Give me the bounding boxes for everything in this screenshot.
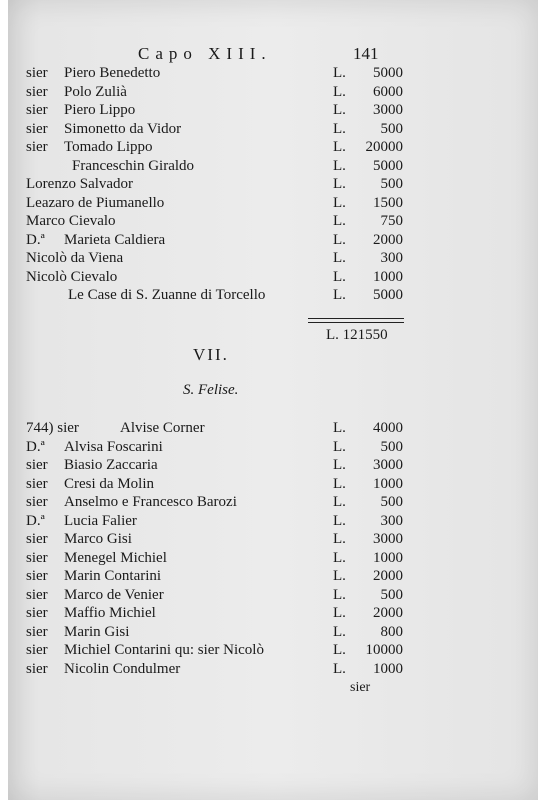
currency-mark: L. [333, 176, 346, 192]
entry-amount: 1000 [373, 268, 403, 285]
entry-prefix: sier [26, 623, 48, 640]
parish-heading: S. Felise. [183, 382, 239, 398]
ledger-row [8, 512, 538, 531]
entry-name: Menegel Michiel [64, 549, 167, 566]
entry-amount: 5000 [373, 157, 403, 174]
entry-prefix: sier [26, 475, 48, 492]
entry-prefix: sier [26, 549, 48, 566]
group-total: L. 121550 [326, 327, 388, 343]
currency-mark: L. [333, 83, 346, 100]
ledger-row [8, 586, 538, 605]
entry-amount: 500 [380, 494, 403, 510]
currency-mark: L. [333, 157, 346, 174]
ledger-row [8, 249, 538, 268]
entry-amount: 300 [380, 250, 403, 266]
entry-amount: 300 [380, 512, 403, 529]
entry-name: Marin Contarini [64, 568, 162, 584]
ledger-row [8, 157, 538, 176]
entry-amount: 500 [380, 176, 403, 192]
currency-mark: L. [333, 194, 346, 211]
currency-mark: L. [333, 605, 346, 621]
ledger-row [8, 101, 538, 120]
ledger-row [8, 530, 538, 549]
currency-mark: L. [333, 139, 346, 155]
entry-prefix: sier [26, 139, 48, 155]
entry-amount: 1500 [373, 194, 403, 211]
currency-mark: L. [333, 642, 346, 658]
entry-prefix: sier [26, 531, 48, 547]
entry-prefix: sier [26, 494, 48, 510]
ledger-row [8, 212, 538, 231]
entry-name: Maffio Michiel [64, 605, 156, 621]
total-rule-bottom [308, 322, 404, 323]
entry-name: Lorenzo Salvador [26, 176, 134, 192]
entry-amount: 4000 [373, 420, 403, 436]
entry-amount: 500 [380, 438, 403, 455]
currency-mark: L. [333, 438, 346, 455]
entry-amount: 2000 [373, 605, 403, 621]
currency-mark: L. [333, 568, 346, 584]
currency-mark: L. [333, 549, 346, 566]
ledger-row [8, 456, 538, 475]
entry-amount: 10000 [365, 642, 403, 658]
entry-amount: 1000 [373, 549, 403, 566]
entry-prefix: sier [26, 65, 48, 81]
page-number: 141 [353, 44, 379, 63]
entry-amount: 20000 [365, 139, 403, 155]
entry-name: Leazaro de Piumanello [26, 194, 165, 211]
entry-prefix: sier [26, 120, 48, 137]
entry-name: Nicolò Cievalo [26, 268, 118, 285]
entry-prefix: sier [26, 102, 48, 118]
entry-name: Piero Benedetto [64, 65, 161, 81]
entry-amount: 2000 [373, 568, 403, 584]
currency-mark: L. [333, 512, 346, 529]
ledger-row [8, 493, 538, 512]
entry-amount: 800 [380, 623, 403, 640]
currency-mark: L. [333, 120, 346, 137]
currency-mark: L. [333, 586, 346, 603]
catchword: sier [350, 680, 371, 695]
entry-name: Anselmo e Francesco Barozi [64, 494, 237, 510]
entry-name: Lucia Falier [64, 512, 137, 529]
entry-amount: 3000 [373, 102, 403, 118]
ledger-row [8, 604, 538, 623]
ledger-row [8, 194, 538, 213]
entry-name: Cresi da Molin [64, 475, 154, 492]
entry-name: Polo Zulià [64, 83, 127, 100]
entry-prefix: sier [26, 586, 48, 603]
entry-amount: 2000 [373, 231, 403, 248]
currency-mark: L. [333, 457, 346, 473]
ledger-row [8, 438, 538, 457]
currency-mark: L. [333, 475, 346, 492]
currency-mark: L. [333, 102, 346, 118]
entry-name: Nicolin Condulmer [64, 660, 181, 677]
entry-name: Nicolò da Viena [26, 250, 124, 266]
entry-amount: 1000 [373, 660, 403, 677]
entry-name: Alvisa Foscarini [64, 438, 163, 455]
currency-mark: L. [333, 268, 346, 285]
entry-prefix: 744) sier [26, 420, 79, 436]
entry-name: Piero Lippo [64, 102, 136, 118]
entry-name: Marco Cievalo [26, 213, 116, 229]
entry-amount: 1000 [373, 475, 403, 492]
entry-name: Le Case di S. Zuanne di Torcello [68, 287, 266, 303]
ledger-row [8, 286, 538, 305]
total-rule-top [308, 318, 404, 319]
ledger-row [8, 83, 538, 102]
entry-prefix: D.ª [26, 438, 45, 455]
entry-amount: 500 [380, 586, 403, 603]
currency-mark: L. [333, 231, 346, 248]
ledger-row [8, 641, 538, 660]
entry-name: Marieta Caldiera [64, 231, 166, 248]
entry-prefix: sier [26, 642, 48, 658]
entry-prefix: sier [26, 457, 48, 473]
currency-mark: L. [333, 494, 346, 510]
ledger-row [8, 549, 538, 568]
currency-mark: L. [333, 420, 346, 436]
ledger-row [8, 138, 538, 157]
currency-mark: L. [333, 660, 346, 677]
entry-amount: 3000 [373, 457, 403, 473]
entry-name: Franceschin Giraldo [72, 157, 195, 174]
currency-mark: L. [333, 623, 346, 640]
ledger-row [8, 419, 538, 438]
ledger-row [8, 120, 538, 139]
entry-name: Tomado Lippo [64, 139, 153, 155]
entry-prefix: sier [26, 568, 48, 584]
entry-name: Biasio Zaccaria [64, 457, 158, 473]
entry-prefix: sier [26, 605, 48, 621]
entry-prefix: D.ª [26, 231, 45, 248]
entry-name: Alvise Corner [120, 420, 205, 436]
currency-mark: L. [333, 531, 346, 547]
ledger-row [8, 475, 538, 494]
book-page [8, 0, 538, 800]
entry-amount: 500 [380, 120, 403, 137]
entry-prefix: sier [26, 83, 48, 100]
ledger-row [8, 64, 538, 83]
entry-prefix: D.ª [26, 512, 45, 529]
currency-mark: L. [333, 213, 346, 229]
ledger-row [8, 567, 538, 586]
ledger-row [8, 268, 538, 287]
entry-name: Marco de Venier [64, 586, 164, 603]
section-number: VII. [193, 345, 229, 364]
entry-name: Michiel Contarini qu: sier Nicolò [64, 642, 264, 658]
ledger-row [8, 175, 538, 194]
ledger-row [8, 623, 538, 642]
currency-mark: L. [333, 250, 346, 266]
entry-amount: 3000 [373, 531, 403, 547]
ledger-row [8, 660, 538, 679]
currency-mark: L. [333, 287, 346, 303]
ledger-row [8, 231, 538, 250]
entry-prefix: sier [26, 660, 48, 677]
entry-name: Marco Gisi [64, 531, 132, 547]
entry-amount: 6000 [373, 83, 403, 100]
entry-amount: 750 [380, 213, 403, 229]
currency-mark: L. [333, 65, 346, 81]
entry-name: Simonetto da Vidor [64, 120, 182, 137]
chapter-title: Capo XIII. [138, 44, 272, 63]
entry-amount: 5000 [373, 65, 403, 81]
entry-name: Marin Gisi [64, 623, 130, 640]
entry-amount: 5000 [373, 287, 403, 303]
